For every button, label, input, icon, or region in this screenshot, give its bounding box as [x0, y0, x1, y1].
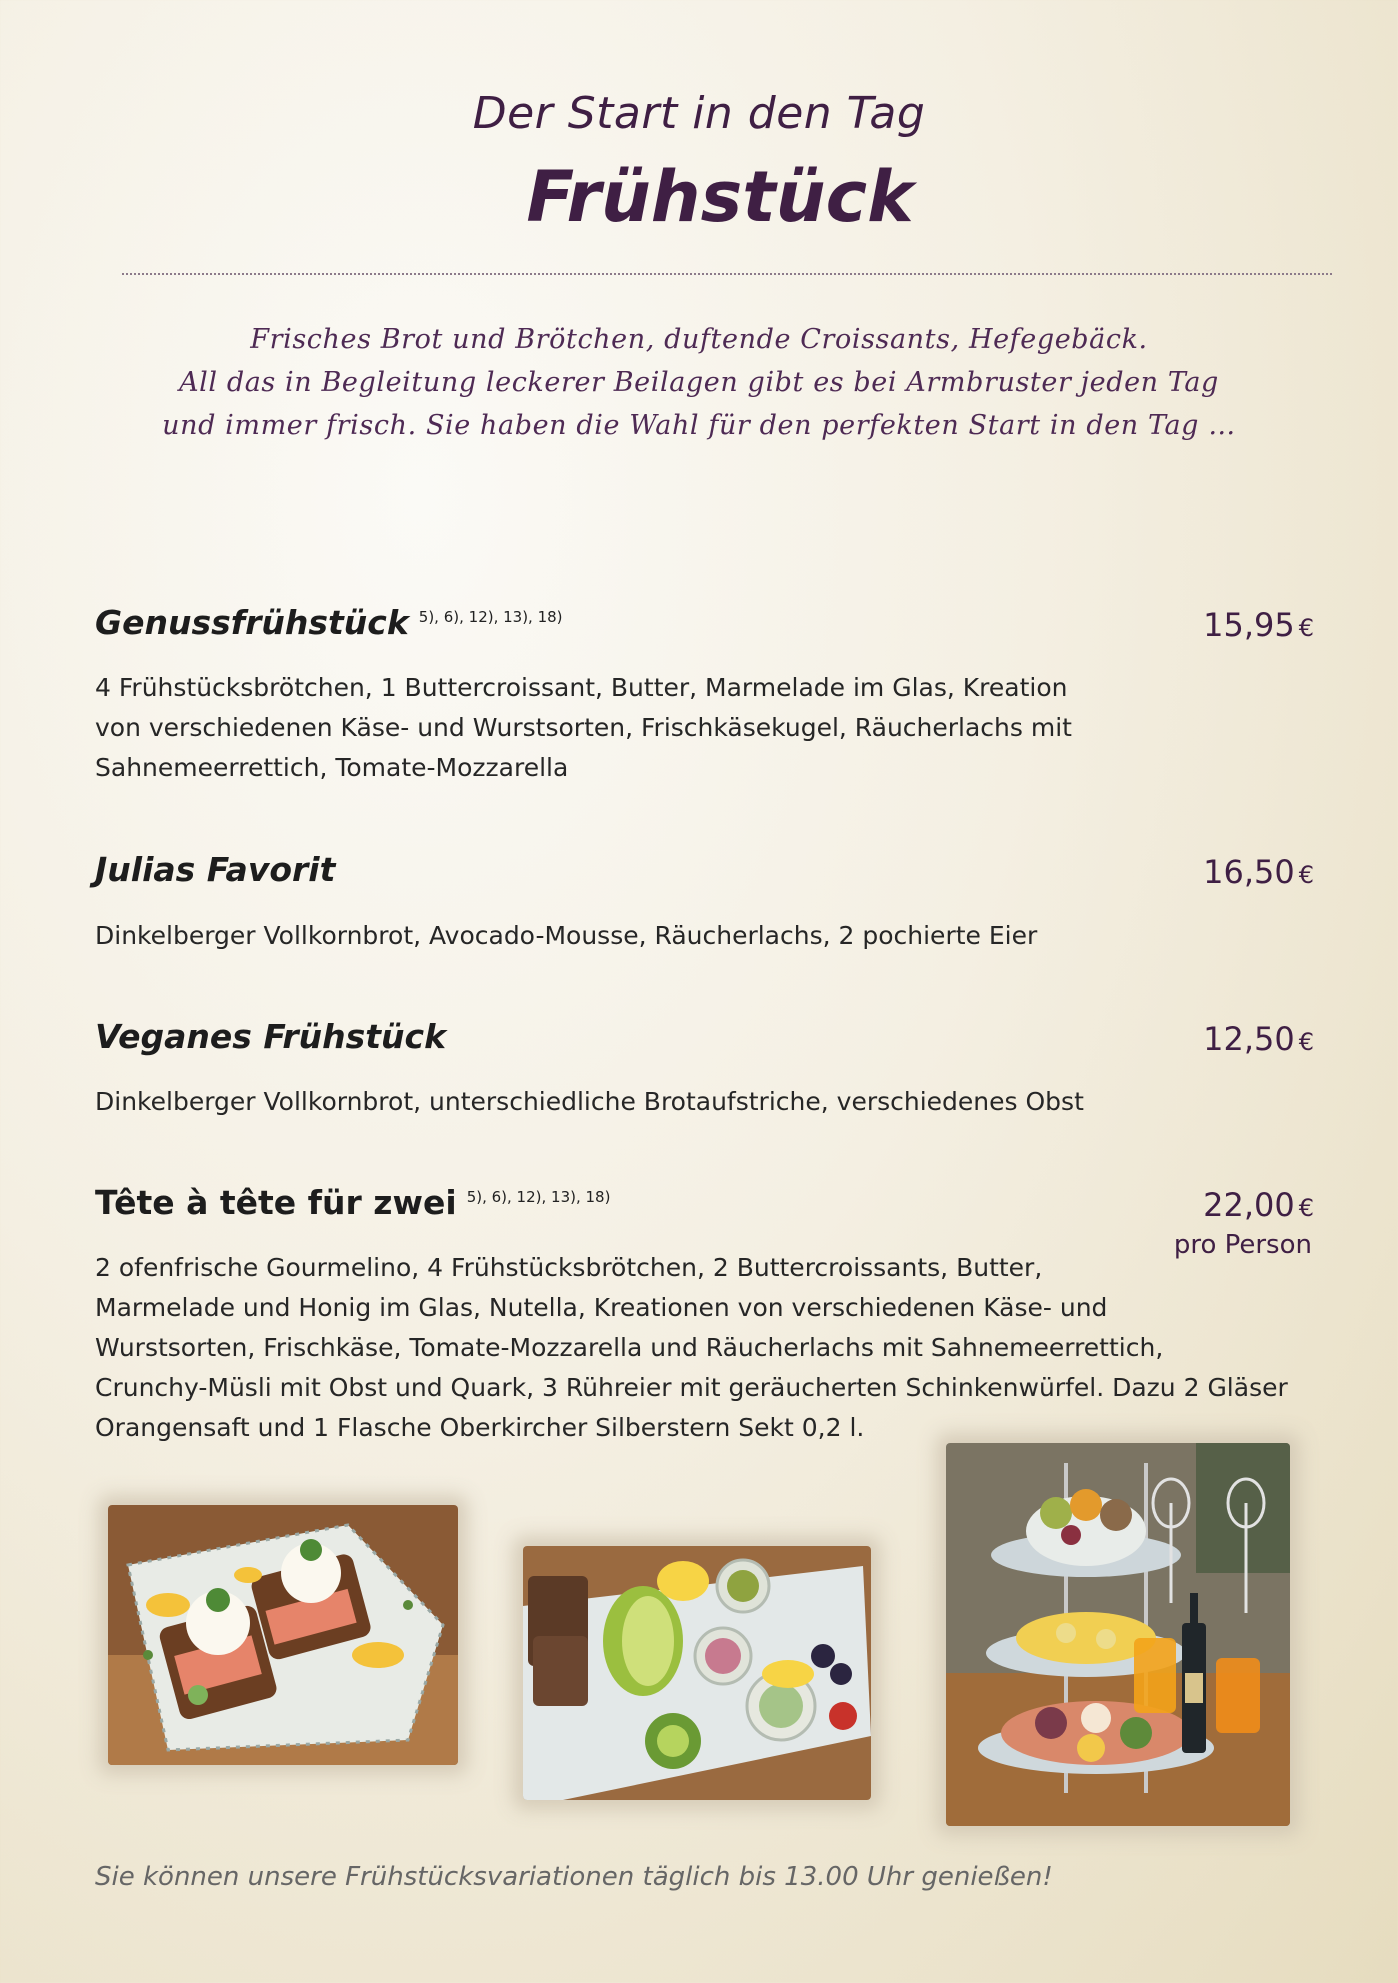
desc-line: 4 Frühstücksbrötchen, 1 Buttercroissant, Butter, Marmelade im Glas, Kreation — [95, 673, 1068, 702]
desc-line: Orangensaft und 1 Flasche Oberkircher Silberstern Sekt 0,2 l. — [95, 1413, 865, 1442]
item-name-tete-a-tete — [95, 1183, 610, 1222]
item-name-julias-favorit — [95, 850, 335, 889]
photo-etagere-breakfast — [946, 1443, 1290, 1826]
item-price — [1203, 1186, 1314, 1224]
item-title: Tête à tête für zwei — [95, 1183, 457, 1222]
desc-line: Dinkelberger Vollkornbrot, unterschiedliche Brotaufstriche, verschiedenes Obst — [95, 1087, 1084, 1116]
photo-poached-egg-toast — [108, 1505, 458, 1765]
item-price — [1203, 1020, 1314, 1058]
item-price — [1203, 853, 1314, 891]
desc-line: Crunchy-Müsli mit Obst und Quark, 3 Rühreier mit geräucherten Schinkenwürfel. Dazu 2 Gläser — [95, 1373, 1288, 1402]
item-price — [1203, 606, 1314, 644]
photo-vegan-board — [523, 1546, 871, 1800]
price-note: pro Person — [1173, 1230, 1312, 1260]
currency-symbol: € — [1298, 1194, 1314, 1222]
item-description — [95, 1082, 1084, 1122]
item-name-veganes-fruehstueck — [95, 1017, 446, 1056]
intro-line: All das in Begleitung leckerer Beilagen gibt es bei Armbruster jeden Tag — [179, 367, 1219, 398]
item-title: Julias Favorit — [95, 850, 336, 889]
desc-line: von verschiedenen Käse- und Wurstsorten, Frischkäsekugel, Räucherlachs mit — [95, 713, 1072, 742]
item-title: Genussfrühstück — [95, 603, 409, 642]
allergen-codes: 5), 6), 12), 13), 18) — [418, 608, 563, 626]
desc-line: 2 ofenfrische Gourmelino, 4 Frühstücksbrötchen, 2 Buttercroissants, Butter, — [95, 1253, 1043, 1282]
menu-title: Frühstück — [526, 156, 914, 238]
price-value: 16,50 — [1203, 853, 1295, 891]
currency-symbol: € — [1298, 614, 1314, 642]
item-description — [95, 916, 1037, 956]
currency-symbol: € — [1298, 1028, 1314, 1056]
dotted-divider — [122, 273, 1332, 275]
currency-symbol: € — [1298, 861, 1314, 889]
intro-text — [0, 318, 1398, 447]
desc-line: Dinkelberger Vollkornbrot, Avocado-Mousse, Räucherlachs, 2 pochierte Eier — [95, 921, 1038, 950]
desc-line: Sahnemeerrettich, Tomate-Mozzarella — [95, 753, 569, 782]
item-description — [95, 1248, 1288, 1448]
desc-line: Marmelade und Honig im Glas, Nutella, Kreationen von verschiedenen Käse- und — [95, 1293, 1108, 1322]
allergen-codes: 5), 6), 12), 13), 18) — [466, 1188, 611, 1206]
footer-note: Sie können unsere Frühstücksvariationen täglich bis 13.00 Uhr genießen! — [95, 1862, 1053, 1892]
intro-line: Frisches Brot und Brötchen, duftende Croissants, Hefegebäck. — [250, 324, 1148, 355]
desc-line: Wurstsorten, Frischkäse, Tomate-Mozzarella und Räucherlachs mit Sahnemeerrettich, — [95, 1333, 1164, 1362]
item-title: Veganes Frühstück — [95, 1017, 447, 1056]
price-value: 22,00 — [1203, 1186, 1295, 1224]
item-description — [95, 668, 1072, 788]
intro-line: und immer frisch. Sie haben die Wahl für den perfekten Start in den Tag … — [162, 410, 1236, 441]
price-value: 15,95 — [1203, 606, 1295, 644]
item-name-genussfruehstueck — [95, 603, 563, 642]
menu-subtitle: Der Start in den Tag — [472, 88, 926, 139]
price-value: 12,50 — [1203, 1020, 1295, 1058]
